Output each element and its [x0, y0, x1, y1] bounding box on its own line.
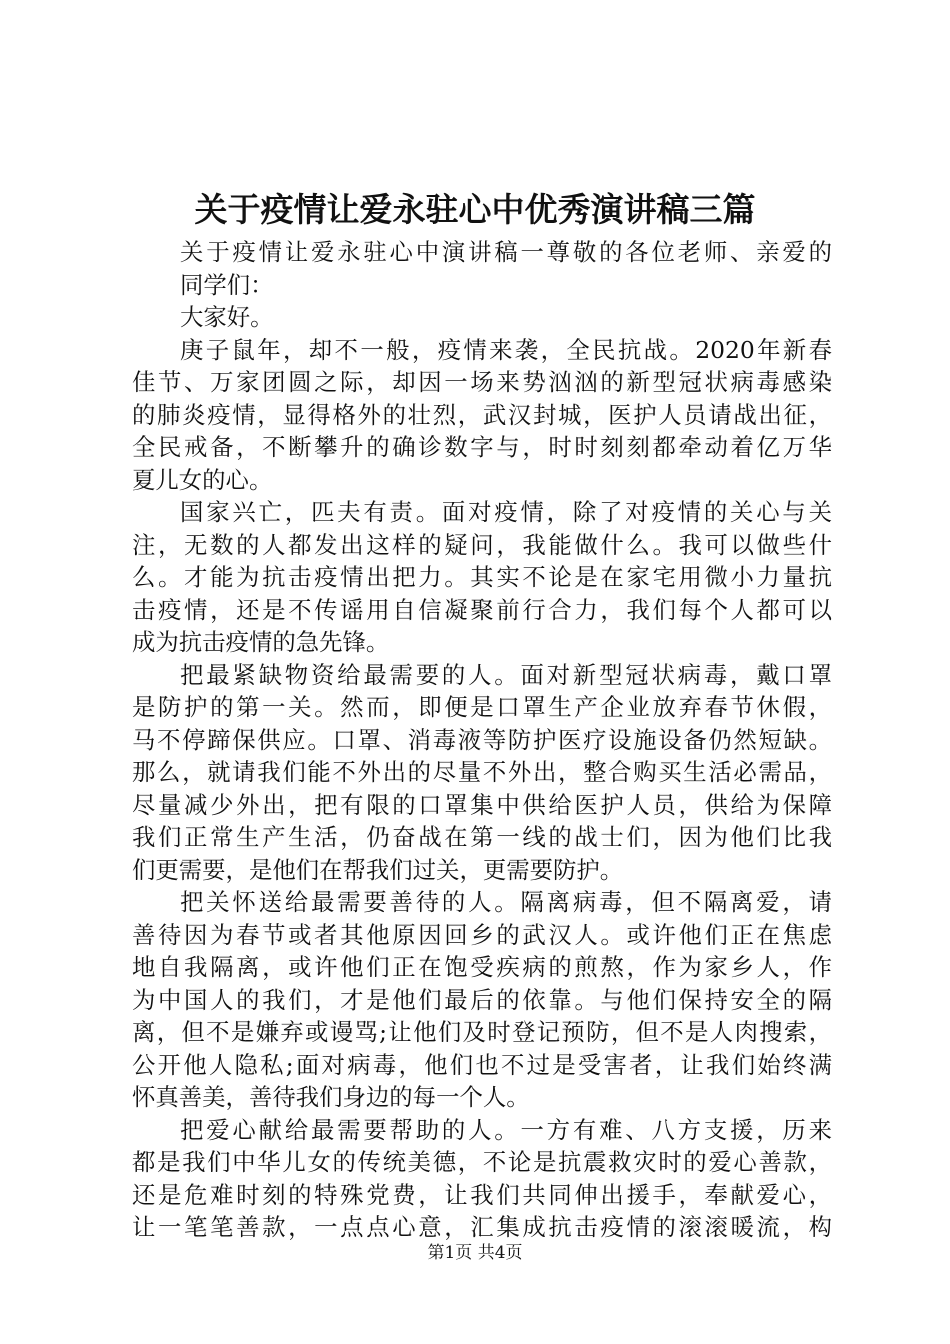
text-line: 们更需要，是他们在帮我们过关，更需要防护。: [132, 855, 624, 884]
text-line: 把爱心献给最需要帮助的人。一方有难、八方支援，历来: [180, 1115, 832, 1144]
text-line: 把最紧缺物资给最需要的人。面对新型冠状病毒，戴口罩: [180, 660, 832, 689]
text-line: 善待因为春节或者其他原因回乡的武汉人。或许他们正在焦虑: [132, 920, 832, 949]
text-line: 佳节、万家团圆之际，却因一场来势汹汹的新型冠状病毒感染: [132, 368, 832, 396]
text-line: 公开他人隐私;面对病毒，他们也不过是受害者，让我们始终满: [132, 1050, 832, 1079]
text-line: 注，无数的人都发出这样的疑问，我能做什么。我可以做些什: [132, 530, 832, 559]
text-line: 让一笔笔善款，一点点心意，汇集成抗击疫情的滚滚暖流，构: [132, 1213, 832, 1241]
text-line: 击疫情，还是不传谣用自信凝聚前行合力，我们每个人都可以: [132, 595, 832, 624]
text-line: 还是危难时刻的特殊党费，让我们共同伸出援手，奉献爱心，: [132, 1180, 832, 1209]
text-line: 庚子鼠年，却不一般，疫情来袭，全民抗战。2020年新春: [180, 335, 832, 364]
text-line: 怀真善美，善待我们身边的每一个人。: [132, 1083, 530, 1111]
text-line: 同学们：: [180, 270, 274, 299]
text-line: 是防护的第一关。然而，即便是口罩生产企业放弃春节休假，: [132, 693, 832, 721]
text-line: 马不停蹄保供应。口罩、消毒液等防护医疗设施设备仍然短缺。: [132, 725, 832, 754]
text-line: 都是我们中华儿女的传统美德，不论是抗震救灾时的爱心善款，: [132, 1148, 832, 1176]
document-title: 关于疫情让爱永驻心中优秀演讲稿三篇: [194, 190, 756, 229]
text-line: 国家兴亡，匹夫有责。面对疫情，除了对疫情的关心与关: [180, 498, 832, 526]
text-line: 全民戒备，不断攀升的确诊数字与，时时刻刻都牵动着亿万华: [132, 433, 832, 461]
text-line: 的肺炎疫情，显得格外的壮烈，武汉封城，医护人员请战出征，: [132, 400, 832, 429]
text-line: 我们正常生产生活，仍奋战在第一线的战士们，因为他们比我: [132, 823, 832, 851]
text-line: 关于疫情让爱永驻心中演讲稿一尊敬的各位老师、亲爱的: [180, 238, 832, 266]
text-line: 大家好。: [180, 303, 274, 331]
text-line: 夏儿女的心。: [132, 465, 273, 494]
text-line: 成为抗击疫情的急先锋。: [132, 628, 390, 656]
text-line: 尽量减少外出，把有限的口罩集中供给医护人员，供给为保障: [132, 790, 832, 819]
document-body: [132, 236, 832, 1244]
text-line: 地自我隔离，或许他们正在饱受疾病的煎熬，作为家乡人，作: [132, 953, 832, 981]
text-line: 那么，就请我们能不外出的尽量不外出，整合购买生活必需品，: [132, 758, 832, 786]
text-line: 为中国人的我们，才是他们最后的依靠。与他们保持安全的隔: [132, 985, 832, 1014]
text-line: 离，但不是嫌弃或谩骂;让他们及时登记预防，但不是人肉搜索，: [132, 1018, 832, 1046]
text-line: 把关怀送给最需要善待的人。隔离病毒，但不隔离爱，请: [180, 888, 832, 916]
text-line: 么。才能为抗击疫情出把力。其实不论是在家宅用微小力量抗: [132, 563, 832, 591]
page-footer: 第1页 共4页: [427, 1243, 523, 1263]
